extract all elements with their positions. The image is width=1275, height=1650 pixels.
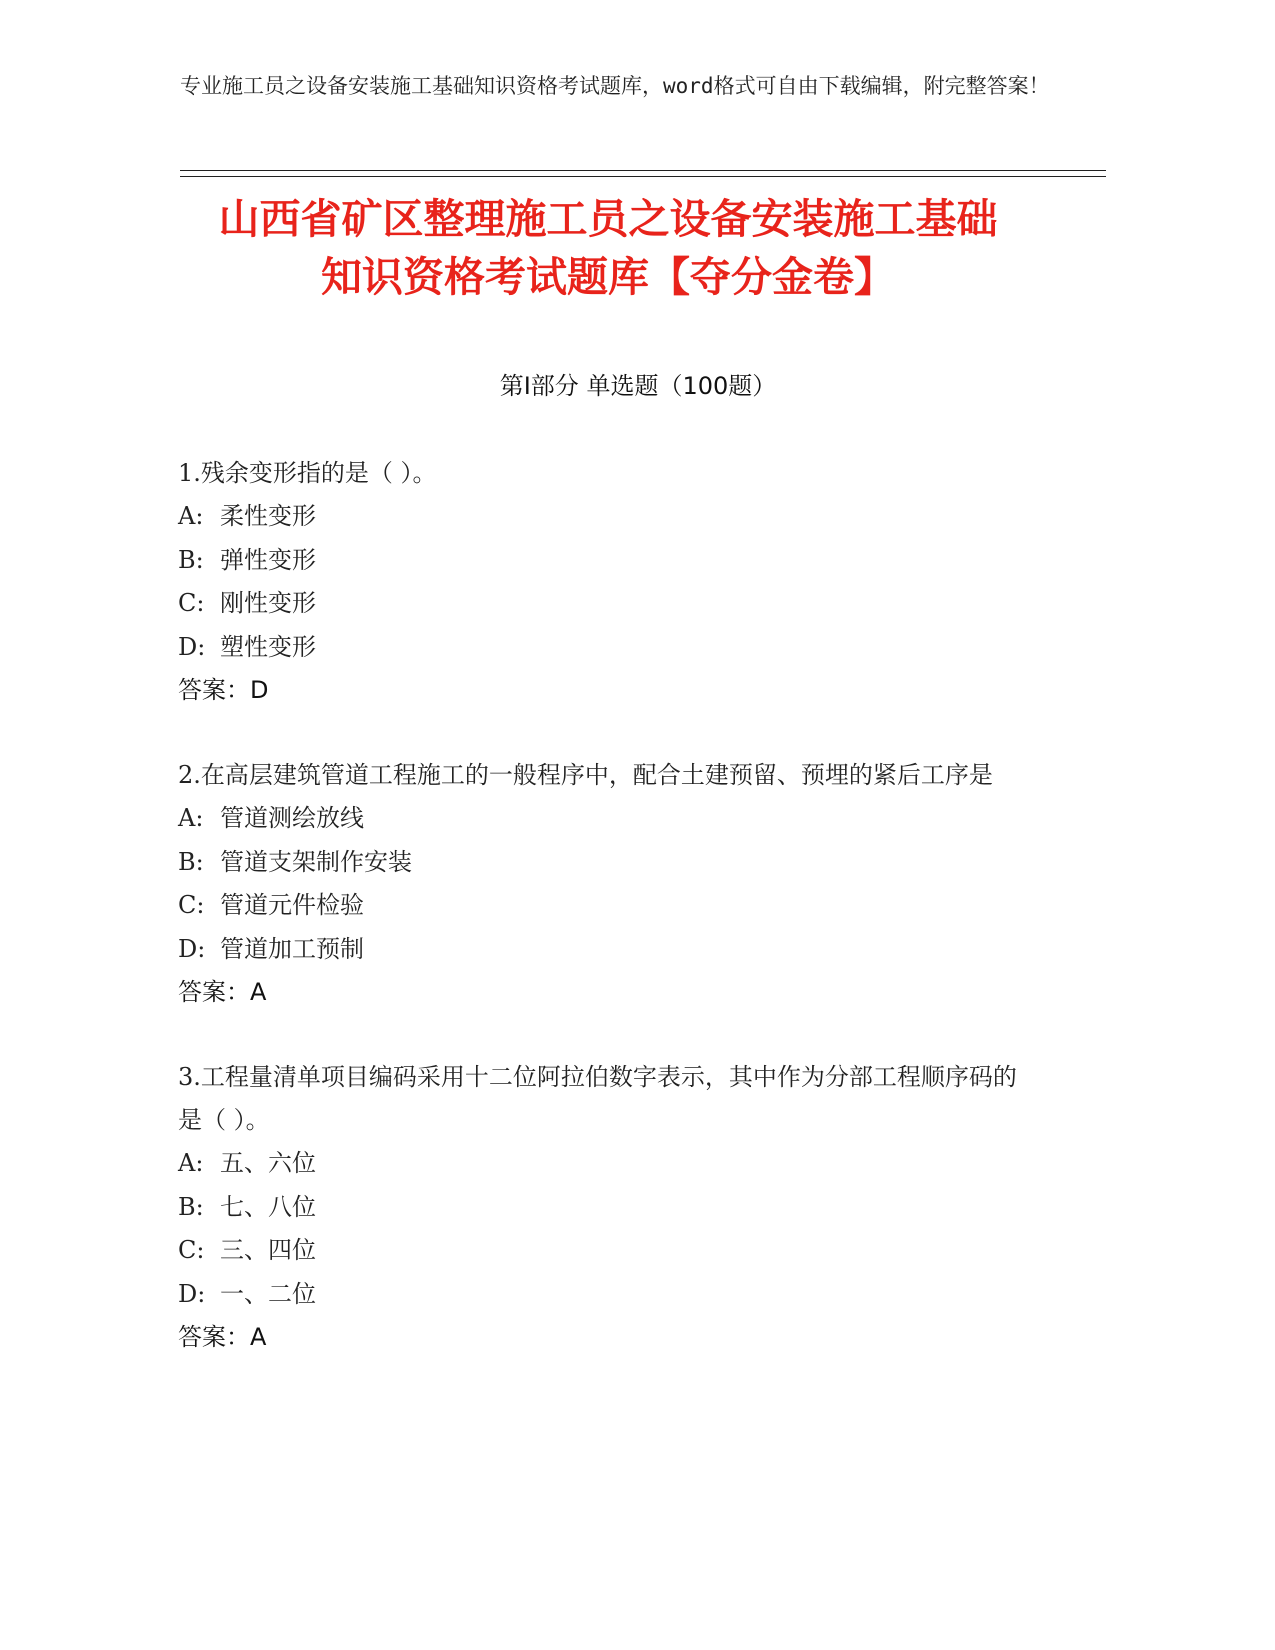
question-list [178, 452, 1028, 1401]
option-letter: C: [178, 1236, 205, 1264]
section-title: 第Ⅰ部分 单选题（100题） [499, 372, 777, 400]
option-text: 弹性变形 [220, 545, 316, 574]
answer: 答案：A [178, 1323, 267, 1351]
option-text: 管道测绘放线 [220, 804, 364, 832]
option-letter: A: [178, 804, 204, 832]
option-b [178, 841, 1028, 885]
header-rule-top [180, 170, 1106, 171]
question-2 [178, 754, 1028, 1014]
option-text: 三、四位 [220, 1236, 316, 1264]
option-letter: D: [178, 934, 206, 963]
option-text: 七、八位 [220, 1192, 316, 1221]
question-3 [178, 1056, 1028, 1359]
option-letter: C: [178, 891, 205, 919]
question-stem: 1.残余变形指的是（ ）。 [178, 459, 437, 487]
document-title-line-2: 知识资格考试题库【夺分金卷】 [321, 253, 895, 301]
option-text: 管道元件检验 [220, 891, 364, 919]
option-b [178, 539, 1028, 583]
option-text: 五、六位 [220, 1149, 316, 1177]
option-d [178, 1273, 1028, 1317]
option-letter: D: [178, 632, 206, 661]
answer: 答案：D [178, 676, 269, 704]
header-rule-bottom [180, 176, 1106, 177]
option-d [178, 928, 1028, 972]
question-1 [178, 452, 1028, 712]
document-title-line-1: 山西省矿区整理施工员之设备安装施工基础 [218, 195, 998, 243]
option-a [178, 495, 1028, 539]
document-title [150, 190, 1066, 306]
question-stem: 2.在高层建筑管道工程施工的一般程序中，配合土建预留、预埋的紧后工序是 [178, 761, 993, 789]
option-letter: B: [178, 1192, 204, 1221]
option-letter: B: [178, 847, 204, 876]
option-text: 管道加工预制 [220, 934, 364, 963]
header-note: 专业施工员之设备安装施工基础知识资格考试题库，word格式可自由下载编辑，附完整答案！ [180, 74, 1050, 98]
option-a [178, 797, 1028, 841]
option-letter: D: [178, 1279, 206, 1308]
option-letter: A: [178, 1149, 204, 1177]
option-d [178, 626, 1028, 670]
option-text: 一、二位 [220, 1279, 316, 1308]
option-text: 塑性变形 [220, 632, 316, 661]
option-a [178, 1142, 1028, 1186]
option-text: 管道支架制作安装 [220, 847, 412, 876]
answer: 答案：A [178, 978, 267, 1006]
option-letter: A: [178, 502, 204, 530]
option-letter: B: [178, 545, 204, 574]
option-b [178, 1186, 1028, 1230]
option-c [178, 884, 1028, 928]
option-text: 柔性变形 [220, 502, 316, 530]
question-stem: 3.工程量清单项目编码采用十二位阿拉伯数字表示，其中作为分部工程顺序码的是（ ）。 [178, 1063, 1017, 1134]
option-letter: C: [178, 589, 205, 617]
option-c [178, 1229, 1028, 1273]
option-text: 刚性变形 [220, 589, 316, 617]
option-c [178, 582, 1028, 626]
